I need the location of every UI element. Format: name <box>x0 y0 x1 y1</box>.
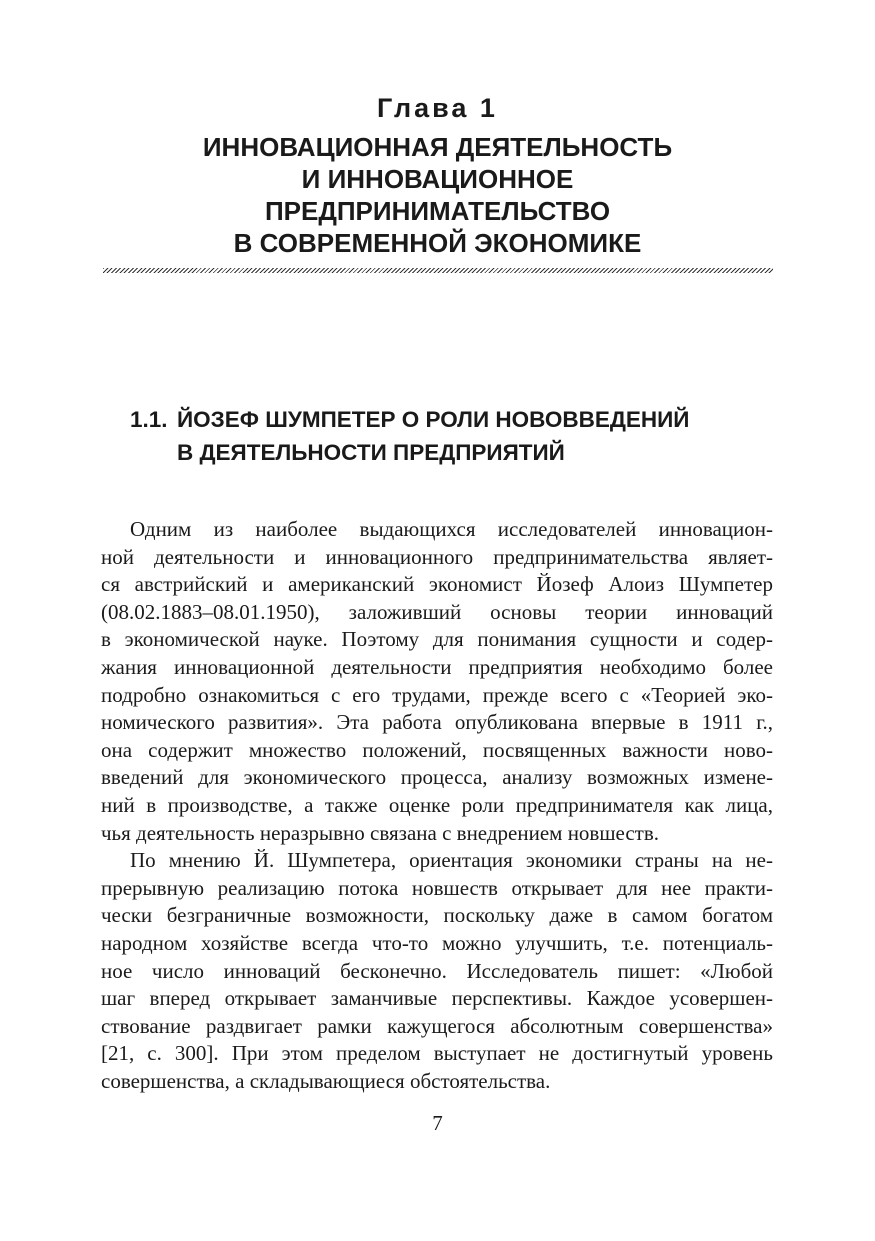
body-text <box>101 516 773 1095</box>
text-line: чески безграничные возможности, поскольку даже в самом богатом <box>101 903 773 928</box>
hatched-divider <box>103 268 773 273</box>
paragraph <box>101 847 773 1095</box>
paragraph <box>101 516 773 847</box>
text-line: введений для экономического процесса, анализу возможных измене- <box>101 765 773 790</box>
text-line: ствование раздвигает рамки кажущегося абсолютным совершенства» <box>101 1013 773 1038</box>
text-line: ной деятельности и инновационного предпринимательства являет- <box>101 544 773 569</box>
chapter-title-line: ИННОВАЦИОННАЯ ДЕЯТЕЛЬНОСТЬ <box>202 132 673 162</box>
text-line: подробно ознакомиться с его трудами, прежде всего с «Теорией эко- <box>101 682 773 707</box>
chapter-title <box>0 131 875 259</box>
text-line: шаг вперед открывает заманчивые перспективы. Каждое усовершен- <box>101 986 773 1011</box>
text-line: народном хозяйстве всегда что-то можно улучшить, т.е. потенциаль- <box>101 930 773 955</box>
text-line: (08.02.1883–08.01.1950), заложивший основы теории инноваций <box>101 599 773 624</box>
text-line: номического развития». Эта работа опубликована впервые в 1911 г., <box>101 710 773 735</box>
section-title-line: В ДЕЯТЕЛЬНОСТИ ПРЕДПРИЯТИЙ <box>177 440 565 465</box>
section-heading <box>130 403 790 469</box>
text-line: ное число инноваций бесконечно. Исследователь пишет: «Любой <box>101 958 773 983</box>
chapter-title-line: И ИННОВАЦИОННОЕ <box>301 164 574 194</box>
text-line: совершенства, а складывающиеся обстоятельства. <box>101 1068 551 1093</box>
chapter-label: Глава 1 <box>377 93 498 123</box>
section-title <box>177 403 790 469</box>
text-line: чья деятельность неразрывно связана с внедрением новшеств. <box>101 820 660 845</box>
text-line: жания инновационной деятельности предприятия необходимо более <box>101 654 773 679</box>
text-line: [21, с. 300]. При этом пределом выступает не достигнутый уровень <box>101 1041 773 1066</box>
text-line: Одним из наиболее выдающихся исследователей инновацион- <box>130 517 773 541</box>
text-line: ся австрийский и американский экономист Йозеф Алоиз Шумпетер <box>101 572 773 597</box>
page-number: 7 <box>432 1111 443 1135</box>
text-line: она содержит множество положений, посвященных важности ново- <box>101 737 773 762</box>
text-line: в экономической науке. Поэтому для понимания сущности и содер- <box>101 627 773 652</box>
chapter-title-line: ПРЕДПРИНИМАТЕЛЬСТВО <box>264 196 611 226</box>
text-line: прерывную реализацию потока новшеств открывает для нее практи- <box>101 875 773 900</box>
chapter-title-line: В СОВРЕМЕННОЙ ЭКОНОМИКЕ <box>233 228 642 258</box>
section-number: 1.1. <box>130 407 168 432</box>
text-line: По мнению Й. Шумпетера, ориентация экономики страны на не- <box>130 848 773 873</box>
text-line: ний в производстве, а также оценке роли предпринимателя как лица, <box>101 792 773 817</box>
section-title-line: ЙОЗЕФ ШУМПЕТЕР О РОЛИ НОВОВВЕДЕНИЙ <box>177 407 690 432</box>
